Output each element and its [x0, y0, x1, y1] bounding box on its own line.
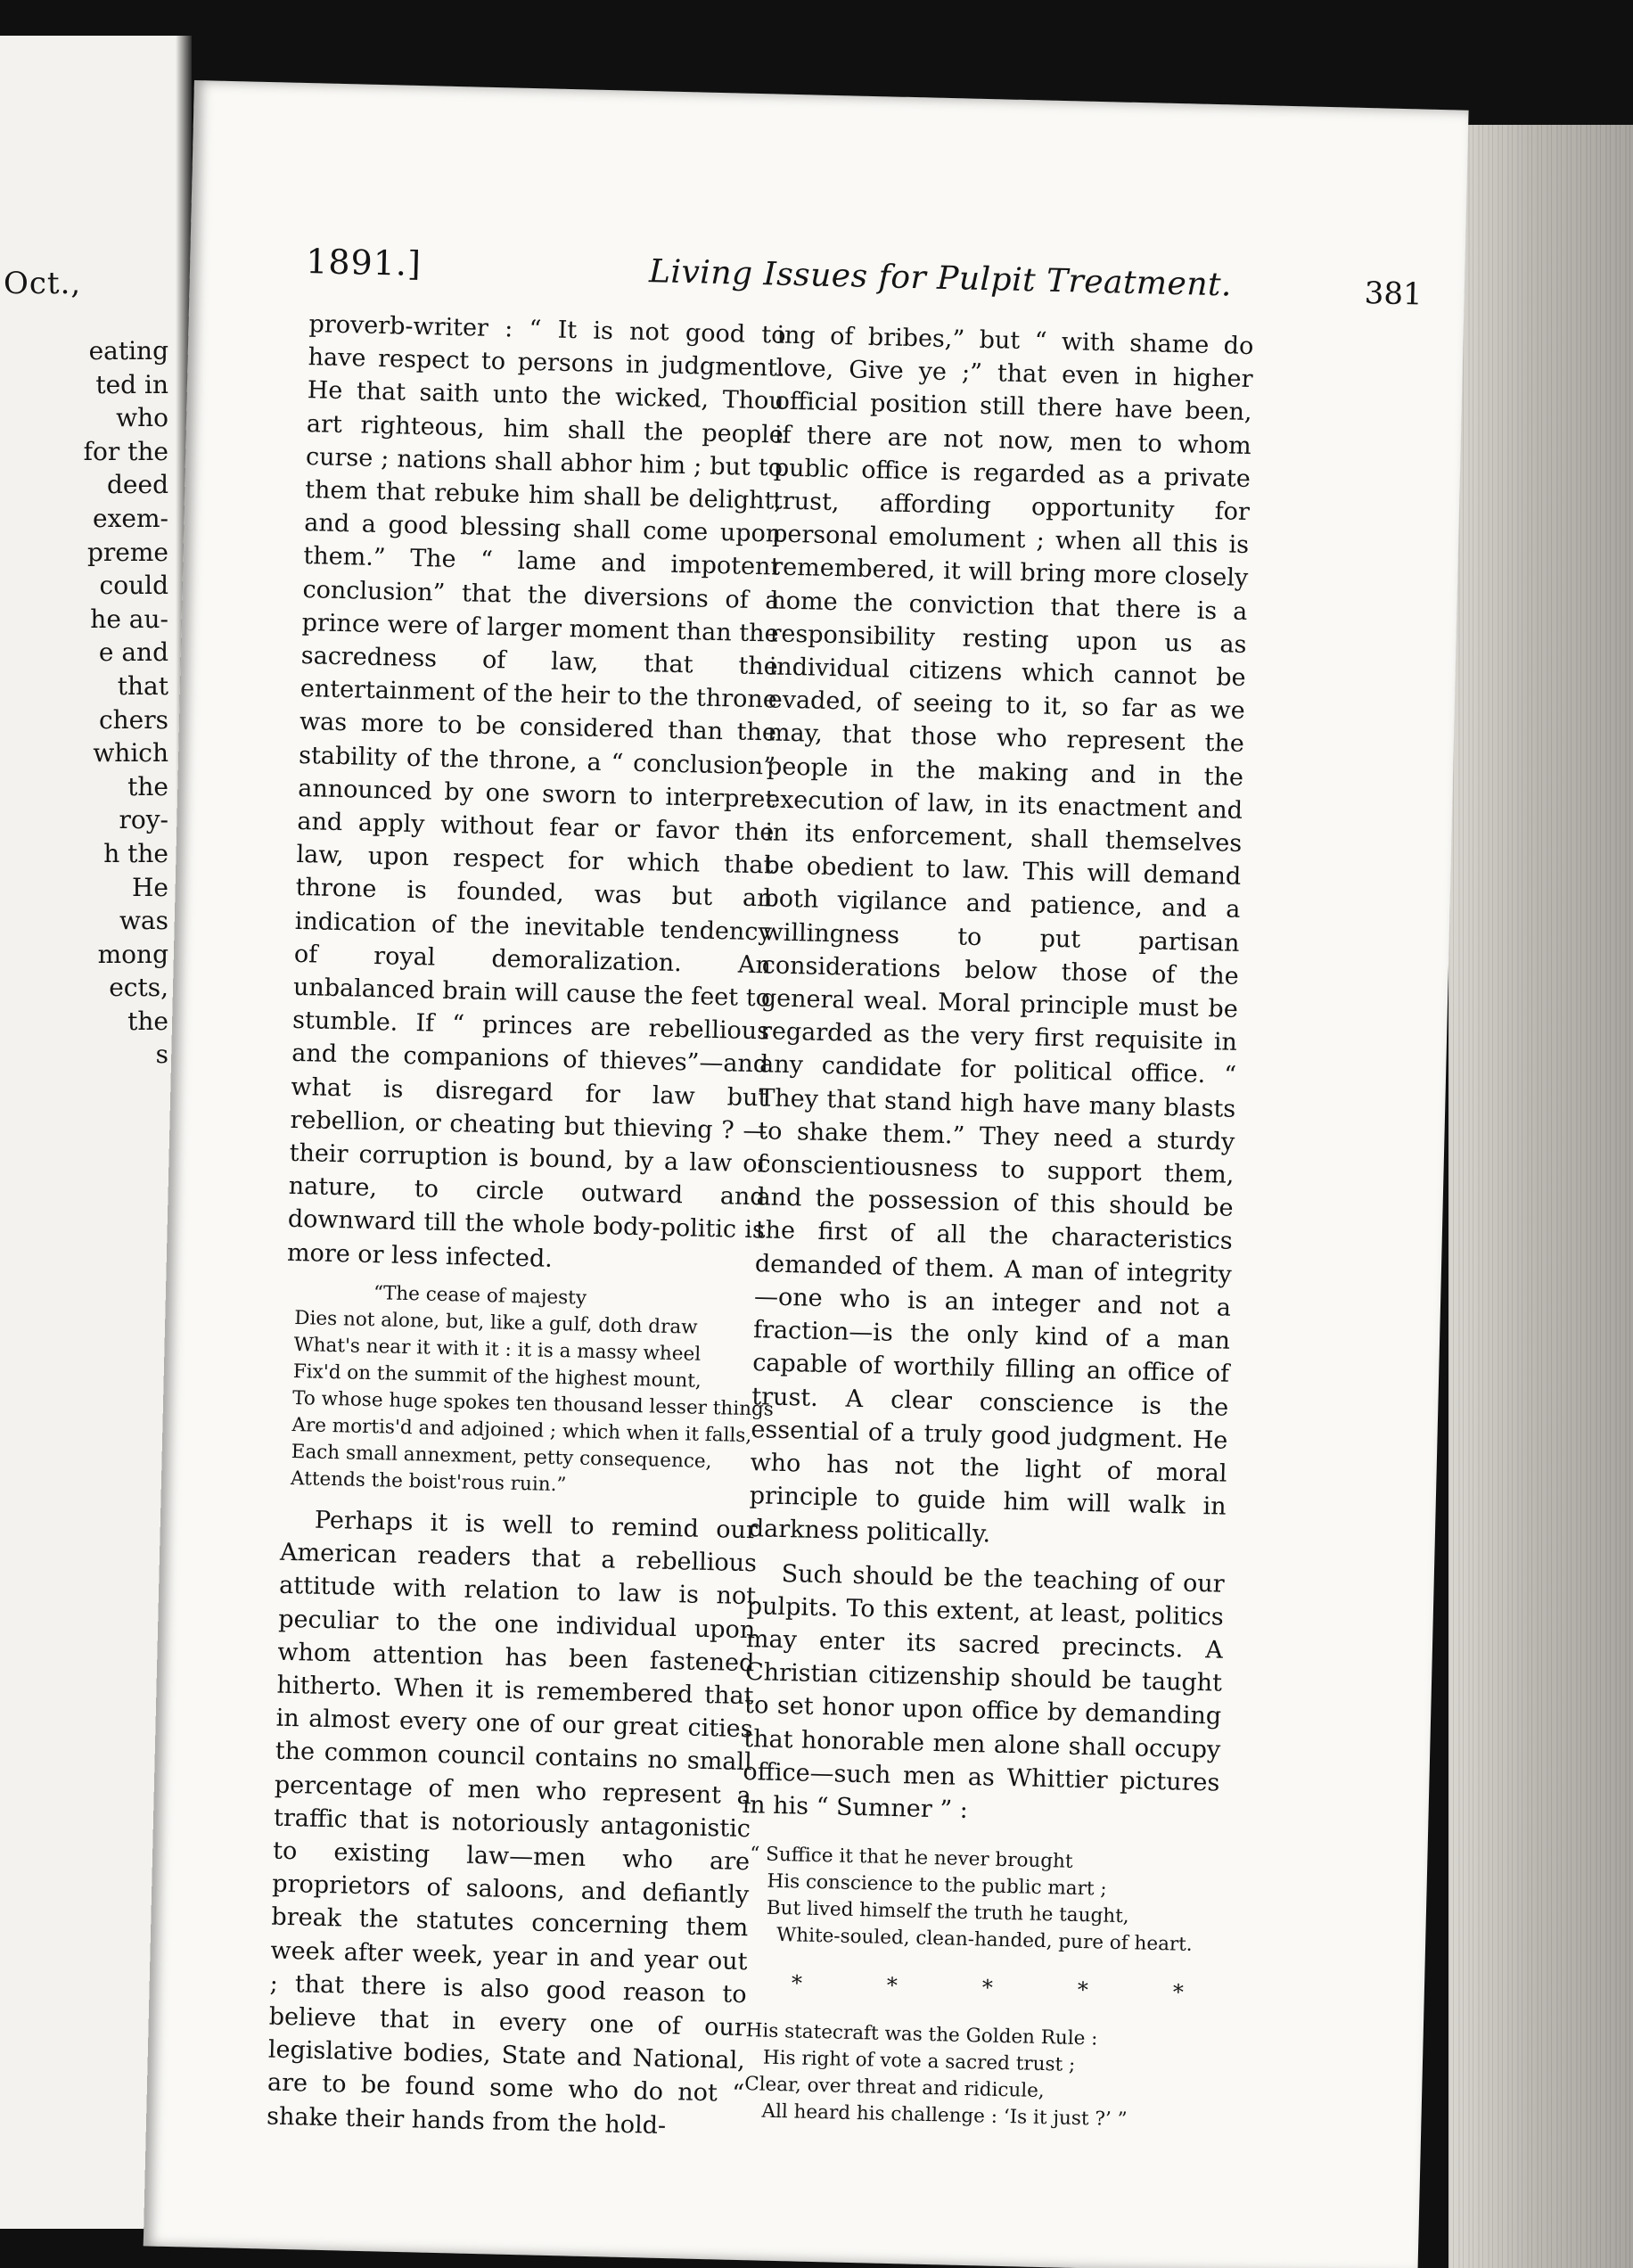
verse-line: His right of vote a sacred trust ; — [762, 2046, 1076, 2077]
facing-fragment: which — [93, 738, 168, 768]
verse-line: Attends the boist'rous ruin.” — [290, 1467, 567, 1497]
verse-line: “ Suffice it that he never brought — [749, 1843, 1073, 1873]
verse-quotation — [290, 1278, 775, 1503]
star: * — [1077, 1977, 1089, 2003]
verse-line: All heard his challenge : ‘Is it just ?’ ” — [761, 2100, 1128, 2132]
facing-fragment: chers — [98, 704, 168, 735]
paragraph: ing of bribes,” but “ with shame do love, Give ye ;” that even in higher official position still there have been, if there are not now, men to whom public office is regarded as a private trust, affording opportunity for personal emolument ; when all this is remembered, it will bring more closely home the conviction that there is a responsibility resting upon us as individual citizens which cannot be evaded, of seeing to it, so far as we may, that those who represent the people in the making and in the execution of law, in its enactment and in its enforcement, shall themselves be obedient to law. This will demand both vigilance and patience, and a willingness to put partisan considerations below those of the general weal. Moral principle must be regarded as the very first requisite in any candidate for political office. “ They that stand high have many blasts to shake them.” They need a sturdy conscientiousness to support them, and the possession of this should be the first of all the characteristics demanded of them. A man of integrity—one who is an integer and not a fraction—is the only kind of a man capable of worthily filling an office of trust. A clear conscience is the essential of a truly good judgment. He who has not the light of moral principle to guide him will walk in darkness politically. — [748, 321, 1254, 1549]
facing-fragment: ects, — [109, 973, 168, 1003]
verse-line: Are mortis'd and adjoined ; which when it falls, — [291, 1413, 752, 1448]
facing-fragment: exem- — [93, 503, 168, 533]
running-head — [306, 233, 1465, 314]
text-column-left — [267, 308, 786, 2144]
verse-line: What's near it with it : it is a massy wheel — [293, 1333, 702, 1366]
facing-fragment: for the — [83, 436, 168, 466]
running-title: Living Issues for Pulpit Treatment. — [648, 253, 1233, 304]
facing-fragment: preme — [87, 537, 168, 567]
verse-line: “The cease of majesty — [373, 1282, 587, 1310]
issue-date: 1891.] — [305, 242, 423, 284]
star: * — [981, 1975, 994, 2001]
paragraph: proverb-writer : “ It is not good to have respect to persons in judgment. He that saith unto the wicked, Thou art righteous, him shall the people curse ; nations shall abhor him ; but to them that rebuke him shall be delight, and a good blessing shall come upon them.” The “ lame and impotent conclusion” that the diversions of a prince were of larger moment than the sacredness of law, that the entertainment of the heir to the throne was more to be considered than the stability of the throne, a “ conclusion” announced by one sworn to interpret and apply without fear or favor the law, upon respect for which that throne is founded, was but an indication of the inevitable tendency of royal demoralization. An unbalanced brain will cause the feet to stumble. If “ princes are rebellious and the companions of thieves”—and what is disregard for law but rebellion, or cheating but thieving ? — their corruption is bound, by a law of nature, to circle outward and downward till the whole body-politic is more or less infected. — [286, 310, 786, 1273]
facing-page-header: Oct., — [4, 266, 82, 301]
verse-line: His conscience to the public mart ; — [767, 1869, 1107, 1901]
book-page — [144, 80, 1469, 2268]
facing-fragment: that — [117, 670, 168, 701]
star: * — [791, 1970, 803, 1996]
facing-fragment: mong — [97, 939, 168, 969]
paragraph: Perhaps it is well to remind our American readers that a rebellious attitude with relation to law is not peculiar to the one individual upon whom attention has been fastened hitherto. When it is remembered that in almost every one of our great cities the common council contains no small percentage of men who represent a traffic that is notoriously antagonistic to existing law—men who are proprietors of saloons, and defiantly break the statutes concerning them week after week, year in and year out ; that there is also good reason to believe that in every one of our legislative bodies, State and National, are to be found some who do not “ shake their hands from the hold- — [266, 1506, 759, 2140]
facing-fragment: he au- — [90, 604, 168, 634]
facing-fragment: e and — [98, 637, 168, 668]
verse-line: Each small annexment, petty consequence, — [291, 1440, 712, 1473]
verse-line: Dies not alone, but, like a gulf, doth draw — [294, 1306, 698, 1339]
facing-fragment: the — [127, 1006, 168, 1036]
facing-fragment: h the — [103, 838, 168, 868]
verse-line: White-souled, clean-handed, pure of heart. — [775, 1924, 1193, 1957]
star: * — [1172, 1979, 1185, 2005]
section-break-stars — [792, 1971, 1185, 2005]
facing-fragment: who — [116, 403, 168, 433]
text-column-right — [734, 318, 1254, 2144]
star: * — [886, 1973, 899, 1999]
facing-fragment: roy- — [119, 805, 168, 835]
page-number: 381 — [1364, 275, 1424, 313]
facing-fragment: was — [119, 906, 168, 936]
facing-fragment: ted in — [95, 369, 168, 399]
facing-page-text-fragments — [84, 334, 168, 1072]
verse-line: To whose huge spokes ten thousand lesser things — [291, 1386, 775, 1421]
paragraph: Such should be the teaching of our pulpits. To this extent, at least, politics may enter its sacred precincts. A Christian citizenship should be taught to set honor upon office by demanding that honorable men alone shall occupy office—such men as Whittier pictures in his “ Sumner ” : — [742, 1559, 1225, 1824]
verse-line: His statecraft was the Golden Rule : — [745, 2019, 1098, 2050]
verse-line: Clear, over threat and ridicule, — [743, 2073, 1045, 2103]
verse-quotation — [743, 2017, 1214, 2135]
facing-fragment: eating — [88, 336, 168, 366]
facing-fragment: He — [132, 872, 168, 902]
verse-line: But lived himself the truth he taught, — [766, 1896, 1129, 1928]
facing-fragment: s — [155, 1040, 168, 1070]
verse-line: Fix'd on the summit of the highest mount, — [292, 1360, 702, 1393]
verse-quotation — [748, 1841, 1219, 1959]
facing-fragment: deed — [107, 470, 168, 500]
book-fore-edge — [1448, 125, 1633, 2268]
facing-fragment: could — [99, 571, 168, 601]
facing-fragment: the — [127, 771, 168, 801]
